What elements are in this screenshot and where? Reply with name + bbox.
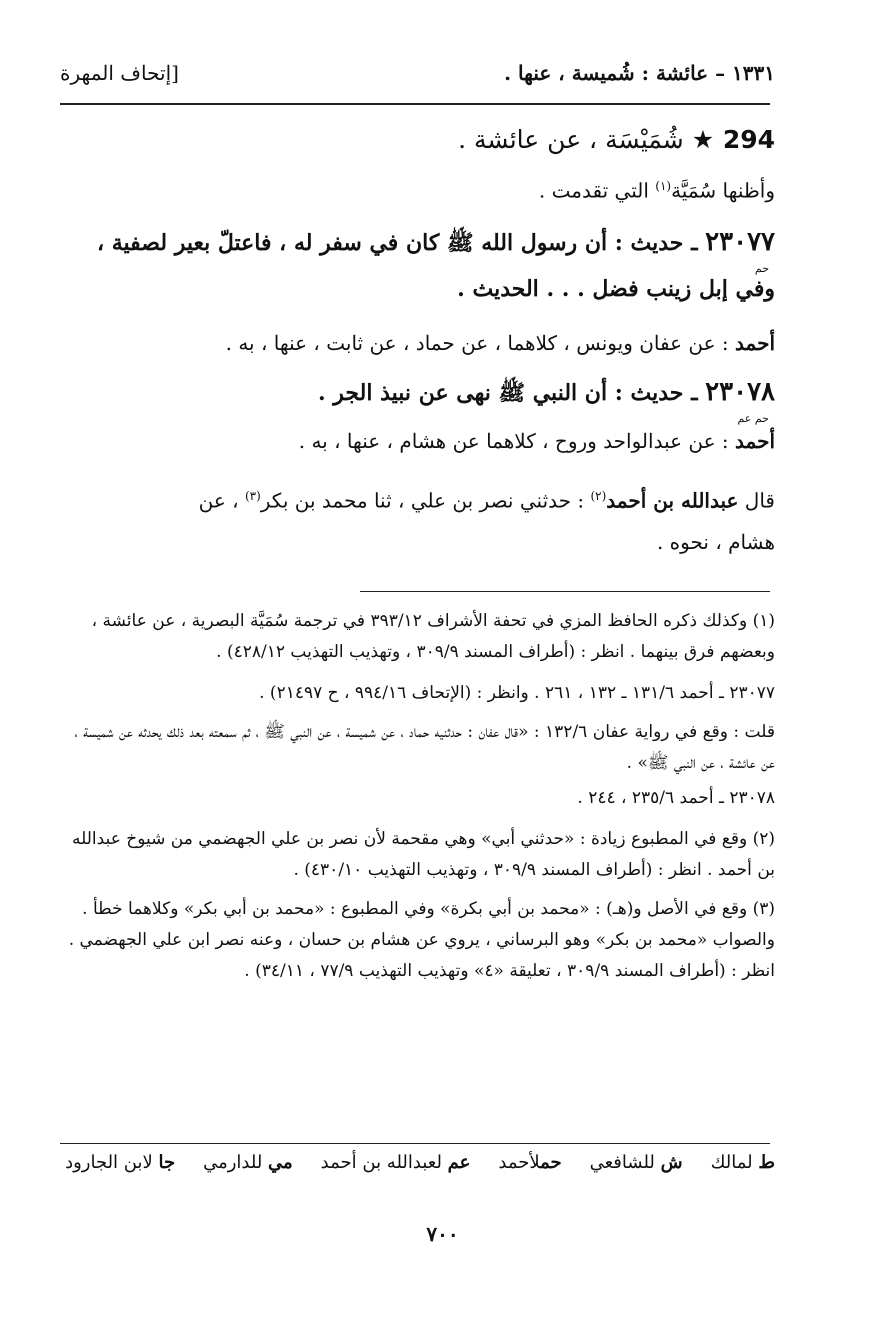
hadith-number: ٢٣٠٧٧: [705, 227, 775, 257]
narrator-name: عبدالله بن أحمد: [606, 488, 739, 513]
narrator-name: أحمد: [735, 331, 775, 355]
siglum-mark: حم عم: [737, 412, 769, 425]
footnote-ref-2[interactable]: (٢): [590, 489, 607, 503]
qala-text: : حدثني نصر بن علي ، ثنا محمد بن بكر: [260, 488, 591, 513]
hadith-label: حديث: [630, 380, 684, 406]
isnad-chain: : عن عبدالواحد وروح ، كلاهما عن هشام ، عنها ، به .: [298, 429, 736, 453]
footnote-3: (٣) وقع في الأصل و(هـ) : «محمد بن أبي بكرة» وفي المطبوع : «محمد بن أبي بكر» وكلاهما خطأ . والصواب «محمد بن بكر» وهو البرساني ، يروي عن هشام بن حسان ، وعنه نصر ابن علي الجهضمي . انظر : (أطراف المسند ٣٠٩/٩ ، تعليقة «٤» وتهذيب التهذيب ٧٧/٩ ، ٣٤/١١) .: [68, 899, 775, 981]
isnad-chain: : عن عفان ويونس ، كلاهما ، عن حماد ، عن ثابت ، عنها ، به .: [225, 331, 736, 355]
entry-title: شُمَيْسَة ، عن عائشة .: [458, 125, 684, 154]
legend-item: ط لمالك: [710, 1152, 775, 1173]
entry-number: 294 ★: [691, 125, 775, 154]
entry-note: وأظنها سُمَيَّة: [671, 178, 775, 203]
header-book-title: [إتحاف المهرة: [60, 61, 179, 85]
qala-end: هشام ، نحوه .: [656, 529, 775, 554]
page-number: ٧٠٠: [426, 1222, 459, 1246]
legend-item: عم لعبدالله بن أحمد: [320, 1152, 471, 1173]
siglum-mark: حم: [754, 262, 769, 275]
hadith-23078: [65, 372, 775, 560]
hadith-number: ٢٣٠٧٨: [705, 377, 775, 407]
footnote-1: (١) وكذلك ذكره الحافظ المزي في تحفة الأشراف ٣٩٣/١٢ في ترجمة سُمَيَّة البصرية ، عن عائشة ، وبعضهم فرق بينهما . انظر : (أطراف المسند ٣٠٩/٩ ، وتهذيب التهذيب ٤٢٨/١٢) .: [91, 611, 775, 662]
footnote-ref-3[interactable]: (٣): [244, 489, 261, 503]
header-rule: [60, 103, 770, 105]
qala-text-2: ، عن: [198, 488, 245, 513]
legend-item: جا لابن الجارود: [65, 1152, 176, 1173]
running-header: [60, 56, 775, 90]
hadith-label: حديث: [630, 230, 684, 256]
qala-word: قال: [738, 488, 775, 513]
footnotes: [65, 606, 775, 987]
hadith-23077: [65, 222, 775, 361]
footnote-source-23078: ٢٣٠٧٨ ـ أحمد ٢٣٥/٦ ، ٢٤٤ .: [577, 788, 775, 808]
legend-item: حملأحمد: [498, 1152, 562, 1173]
hadith-dash: ـ: [683, 380, 706, 406]
footnote-comment: قلت : وقع في رواية عفان ١٣٢/٦ : «قال عفان : حدثنيه حماد ، عن شميسة ، عن النبي ﷺ ، ثم سمعته بعد ذلك يحدثه عن شميسة ، عن عائشة ، عن النبي ﷺ» .: [74, 722, 775, 773]
footnote-ref-1[interactable]: (١): [655, 179, 672, 193]
footnote-2: (٢) وقع في المطبوع زيادة : «حدثني أبي» وهي مقحمة لأن نصر بن علي الجهضمي من شيوخ عبدالله بن أحمد . انظر : (أطراف المسند ٣٠٩/٩ ، وتهذيب التهذيب ٤٣٠/١٠) .: [72, 829, 775, 880]
entry-note-rest: التي تقدمت .: [538, 178, 656, 203]
hadith-text-continued: وفي إبل زينب فضل . . . الحديث .: [457, 276, 775, 302]
header-section-title: ١٣٣١ – عائشة : شُميسة ، عنها .: [504, 61, 775, 85]
footnote-rule: [360, 591, 770, 592]
hadith-text: : أن النبي ﷺ نهى عن نبيذ الجر .: [317, 380, 631, 406]
hadith-text: : أن رسول الله ﷺ كان في سفر له ، فاعتلّ بعير لصفية ،: [96, 230, 631, 256]
legend-rule: [60, 1143, 770, 1144]
entry-294: [65, 118, 775, 209]
legend-item: ش للشافعي: [589, 1152, 683, 1173]
siglum-legend: [65, 1152, 775, 1173]
footnote-source-23077: ٢٣٠٧٧ ـ أحمد ١٣١/٦ ـ ١٣٢ ، ٢٦١ . وانظر : (الإتحاف ٩٩٤/١٦ ، ح ٢١٤٩٧) .: [259, 683, 775, 703]
narrator-name: أحمد: [735, 429, 775, 453]
legend-item: مي للدارمي: [203, 1152, 293, 1173]
hadith-dash: ـ: [683, 230, 706, 256]
